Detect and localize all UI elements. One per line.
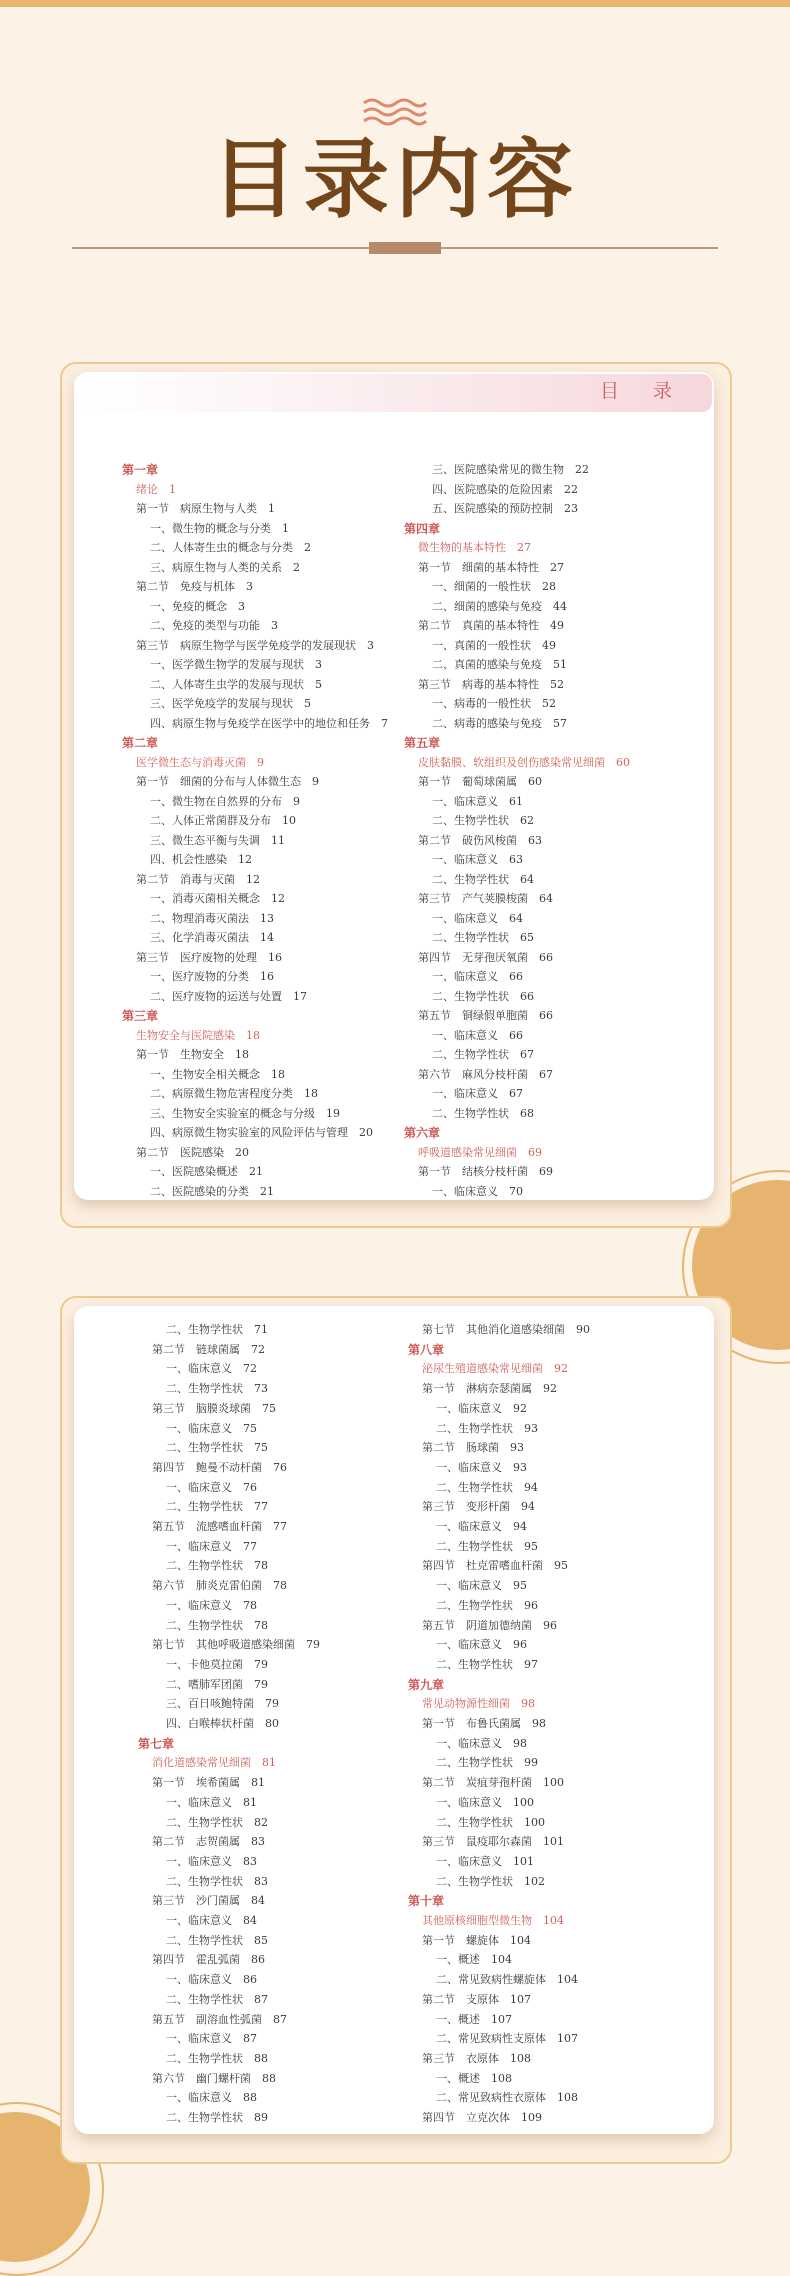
toc-item-entry: 一、临床意义 66 [432,1028,523,1042]
toc-chapter-label: 第六章 [404,1126,441,1140]
toc-chapter-label: 第十章 [408,1894,445,1909]
toc-item-entry: 二、生物学性状 96 [436,1598,538,1612]
toc-item-entry: 二、常见致病性支原体 107 [436,2032,578,2046]
toc-section-entry: 第五节 流感嗜血杆菌 77 [152,1520,287,1533]
toc-item-entry: 一、真菌的一般性状 49 [432,638,556,652]
toc-item-entry: 一、消毒灭菌相关概念 12 [150,892,285,905]
toc-item-entry: 三、医学免疫学的发展与现状 5 [150,697,311,710]
toc-section-entry: 第二节 志贺菌属 83 [152,1835,265,1849]
toc-section-entry: 第三节 病原生物学与医学免疫学的发展现状 3 [136,638,374,652]
toc-item-entry: 一、临床意义 81 [166,1795,257,1809]
toc-item-entry: 一、临床意义 100 [436,1795,534,1809]
toc-chapter-title: 常见动物源性细菌 98 [422,1697,535,1711]
toc-item-entry: 一、临床意义 86 [166,1973,257,1987]
toc-chapter-title: 泌尿生殖道感染常见细菌 92 [422,1362,568,1376]
toc-item-entry: 一、临床意义 83 [166,1854,257,1868]
toc-item-entry: 一、临床意义 84 [166,1914,257,1927]
toc-section-entry: 第七节 其他呼吸道感染细菌 79 [152,1638,320,1652]
toc-section-entry: 第一节 结核分枝杆菌 69 [418,1165,553,1178]
toc-item-entry: 三、医院感染常见的微生物 22 [432,463,589,476]
toc-item-entry: 二、常见致病性螺旋体 104 [436,1973,578,1987]
toc-item-entry: 二、生物学性状 75 [166,1441,268,1455]
toc-section-entry: 第一节 病原生物与人类 1 [136,502,275,515]
toc-item-entry: 一、临床意义 66 [432,970,523,983]
toc-item-entry: 二、生物学性状 82 [166,1815,268,1829]
toc-item-entry: 二、生物学性状 73 [166,1382,268,1396]
toc-chapter-label: 第四章 [404,521,441,536]
toc-item-entry: 一、临床意义 75 [166,1421,257,1435]
toc-section-entry: 第二节 支原体 107 [422,1992,531,2006]
toc-item-entry: 一、临床意义 94 [436,1520,527,1533]
toc-item-entry: 一、卡他莫拉菌 79 [166,1657,268,1671]
toc-chapter-label: 第一章 [122,463,159,477]
toc-section-entry: 第二节 消毒与灭菌 12 [136,872,260,886]
toc-item-entry: 四、病原微生物实验室的风险评估与管理 20 [150,1126,373,1139]
toc-item-entry: 二、生物学性状 77 [166,1500,268,1514]
toc-item-entry: 二、生物学性状 83 [166,1874,268,1888]
toc-item-entry: 二、真菌的感染与免疫 51 [432,658,567,671]
toc-item-entry: 二、生物学性状 89 [166,2111,268,2124]
toc-card-1-right-column [404,462,704,1202]
toc-item-entry: 二、生物学性状 62 [432,814,534,827]
toc-item-entry: 一、临床意义 64 [432,911,523,925]
title-divider-bar [369,242,441,254]
toc-item-entry: 二、生物学性状 100 [436,1815,545,1829]
toc-item-entry: 四、医院感染的危险因素 22 [432,482,578,496]
toc-item-entry: 一、微生物的概念与分类 1 [150,521,289,535]
toc-section-entry: 第四节 杜克雷嗜血杆菌 95 [422,1559,568,1573]
toc-item-entry: 二、生物学性状 97 [436,1657,538,1671]
toc-item-entry: 一、临床意义 67 [432,1087,523,1100]
toc-item-entry: 二、人体寄生虫的概念与分类 2 [150,541,311,554]
toc-header-ribbon [78,374,712,412]
toc-section-entry: 第一节 生物安全 18 [136,1048,249,1061]
toc-section-entry: 第一节 螺旋体 104 [422,1933,531,1947]
toc-section-entry: 第三节 衣原体 108 [422,2051,531,2065]
toc-item-entry: 二、常见致病性衣原体 108 [436,2091,578,2105]
toc-item-entry: 一、临床意义 77 [166,1539,257,1553]
toc-chapter-title: 生物安全与医院感染 18 [136,1028,260,1042]
toc-section-entry: 第三节 病毒的基本特性 52 [418,677,564,691]
toc-item-entry: 二、生物学性状 78 [166,1559,268,1573]
toc-chapter-title: 微生物的基本特性 27 [418,541,531,554]
toc-section-entry: 第四节 立克次体 109 [422,2111,542,2124]
toc-section-entry: 第三节 医疗废物的处理 16 [136,950,282,964]
toc-item-entry: 三、生物安全实验室的概念与分级 19 [150,1106,340,1120]
toc-item-entry: 二、生物学性状 87 [166,1992,268,2006]
toc-item-entry: 一、微生物在自然界的分布 9 [150,794,300,808]
toc-item-entry: 一、概述 108 [436,2071,512,2085]
wave-ornament-icon [362,98,428,128]
toc-section-entry: 第二节 真菌的基本特性 49 [418,619,564,632]
toc-item-entry: 三、微生态平衡与失调 11 [150,833,285,847]
toc-item-entry: 二、生物学性状 78 [166,1618,268,1632]
toc-chapter-title: 皮肤黏膜、软组织及创伤感染常见细菌 60 [418,755,630,769]
page-title: 目录内容 [211,129,579,230]
toc-item-entry: 一、临床意义 72 [166,1362,257,1376]
toc-chapter-label: 第八章 [408,1342,445,1357]
toc-section-entry: 第三节 脑膜炎球菌 75 [152,1401,276,1415]
toc-item-entry: 一、临床意义 87 [166,2032,257,2046]
toc-item-entry: 一、概述 107 [436,2012,512,2026]
toc-section-entry: 第二节 医院感染 20 [136,1145,249,1159]
toc-item-entry: 一、临床意义 63 [432,853,523,866]
toc-item-entry: 一、病毒的一般性状 52 [432,697,556,710]
toc-item-entry: 一、医院感染概述 21 [150,1165,263,1178]
toc-item-entry: 二、生物学性状 99 [436,1756,538,1770]
toc-item-entry: 三、百日咳鲍特菌 79 [166,1697,279,1711]
toc-item-entry: 二、生物学性状 66 [432,989,534,1003]
toc-item-entry: 二、生物学性状 102 [436,1874,545,1888]
toc-item-entry: 二、病原微生物危害程度分类 18 [150,1087,318,1100]
toc-section-entry: 第三节 鼠疫耶尔森菌 101 [422,1835,564,1849]
toc-item-entry: 二、医疗废物的运送与处置 17 [150,989,307,1003]
toc-item-entry: 二、细菌的感染与免疫 44 [432,599,567,613]
toc-item-entry: 二、生物学性状 68 [432,1106,534,1120]
toc-item-entry: 一、医疗废物的分类 16 [150,970,274,983]
toc-chapter-title: 其他原核细胞型微生物 104 [422,1914,564,1927]
toc-item-entry: 一、临床意义 93 [436,1460,527,1474]
toc-item-entry: 二、生物学性状 88 [166,2051,268,2065]
toc-item-entry: 一、概述 104 [436,1953,512,1967]
toc-item-entry: 一、临床意义 96 [436,1638,527,1652]
toc-item-entry: 四、机会性感染 12 [150,853,252,866]
toc-section-entry: 第五节 副溶血性弧菌 87 [152,2012,287,2026]
toc-item-entry: 一、临床意义 92 [436,1401,527,1415]
toc-section-entry: 第二节 链球菌属 72 [152,1342,265,1356]
toc-item-entry: 二、生物学性状 65 [432,931,534,944]
toc-section-entry: 第二节 破伤风梭菌 63 [418,833,542,847]
toc-section-entry: 第六节 幽门螺杆菌 88 [152,2071,276,2085]
toc-item-entry: 一、生物安全相关概念 18 [150,1067,285,1081]
toc-section-entry: 第三节 变形杆菌 94 [422,1500,535,1514]
toc-chapter-label: 第五章 [404,736,441,750]
toc-section-entry: 第一节 淋病奈瑟菌属 92 [422,1382,557,1396]
toc-item-entry: 三、化学消毒灭菌法 14 [150,931,274,944]
toc-section-entry: 第四节 无芽孢厌氧菌 66 [418,950,553,964]
toc-section-entry: 第二节 免疫与机体 3 [136,580,253,593]
toc-item-entry: 二、生物学性状 64 [432,872,534,886]
toc-section-entry: 第二节 肠球菌 93 [422,1441,524,1455]
toc-item-entry: 二、嗜肺军团菌 79 [166,1677,268,1691]
top-accent-strip [0,0,790,7]
toc-section-entry: 第六节 肺炎克雷伯菌 78 [152,1579,287,1593]
toc-section-entry: 第六节 麻风分枝杆菌 67 [418,1067,553,1081]
toc-item-entry: 二、生物学性状 71 [166,1323,268,1336]
toc-card-2-right-column [408,1322,708,2132]
toc-item-entry: 二、生物学性状 94 [436,1480,538,1494]
toc-item-entry: 二、免疫的类型与功能 3 [150,619,278,632]
toc-item-entry: 二、生物学性状 95 [436,1539,538,1553]
toc-chapter-title: 医学微生态与消毒灭菌 9 [136,755,264,769]
toc-section-entry: 第一节 细菌的分布与人体微生态 9 [136,775,319,788]
toc-chapter-label: 第七章 [138,1736,175,1751]
toc-item-entry: 五、医院感染的预防控制 23 [432,502,578,515]
toc-chapter-title: 呼吸道感染常见细菌 69 [418,1145,542,1159]
toc-item-entry: 二、物理消毒灭菌法 13 [150,911,274,925]
toc-section-entry: 第五节 阴道加德纳菌 96 [422,1618,557,1632]
toc-item-entry: 二、生物学性状 85 [166,1933,268,1947]
toc-section-entry: 第三节 产气荚膜梭菌 64 [418,892,553,905]
toc-item-entry: 一、临床意义 88 [166,2091,257,2105]
toc-chapter-label: 第二章 [122,736,159,750]
toc-section-entry: 第四节 霍乱弧菌 86 [152,1953,265,1967]
toc-section-entry: 第五节 铜绿假单胞菌 66 [418,1009,553,1022]
toc-item-entry: 一、细菌的一般性状 28 [432,580,556,593]
toc-card-2-left-column [138,1322,428,2132]
toc-section-entry: 第一节 埃希菌属 81 [152,1776,265,1790]
toc-label: 目 录 [599,380,686,402]
toc-item-entry: 二、生物学性状 93 [436,1421,538,1435]
toc-item-entry: 一、临床意义 61 [432,794,523,808]
toc-chapter-label: 第三章 [122,1009,159,1023]
toc-item-entry: 二、生物学性状 67 [432,1048,534,1061]
toc-section-entry: 第四节 鲍曼不动杆菌 76 [152,1460,287,1474]
toc-section-entry: 第一节 细菌的基本特性 27 [418,560,564,574]
toc-item-entry: 二、病毒的感染与免疫 57 [432,716,567,730]
toc-chapter-label: 第九章 [408,1677,445,1692]
toc-item-entry: 一、免疫的概念 3 [150,599,245,613]
toc-item-entry: 二、人体正常菌群及分布 10 [150,814,296,827]
toc-item-entry: 一、临床意义 76 [166,1480,257,1494]
toc-section-entry: 第二节 炭疽芽孢杆菌 100 [422,1776,564,1790]
toc-chapter-title: 绪论 1 [136,482,176,496]
toc-section-entry: 第一节 葡萄球菌属 60 [418,775,542,788]
toc-item-entry: 三、病原生物与人类的关系 2 [150,560,300,574]
toc-item-entry: 四、白喉棒状杆菌 80 [166,1717,279,1730]
toc-item-entry: 一、临床意义 98 [436,1736,527,1750]
toc-item-entry: 四、病原生物与免疫学在医学中的地位和任务 7 [150,716,388,730]
toc-item-entry: 一、临床意义 70 [432,1184,523,1198]
toc-chapter-title: 消化道感染常见细菌 81 [152,1756,276,1770]
toc-section-entry: 第三节 沙门菌属 84 [152,1894,265,1908]
toc-section-entry: 第七节 其他消化道感染细菌 90 [422,1323,590,1336]
toc-item-entry: 一、临床意义 95 [436,1579,527,1593]
toc-item-entry: 二、人体寄生虫学的发展与现状 5 [150,677,322,691]
toc-item-entry: 一、临床意义 101 [436,1854,534,1868]
toc-item-entry: 一、医学微生物学的发展与现状 3 [150,658,322,671]
toc-item-entry: 二、医院感染的分类 21 [150,1184,274,1198]
toc-card-1-left-column [122,462,422,1202]
toc-item-entry: 一、临床意义 78 [166,1598,257,1612]
toc-section-entry: 第一节 布鲁氏菌属 98 [422,1717,546,1730]
